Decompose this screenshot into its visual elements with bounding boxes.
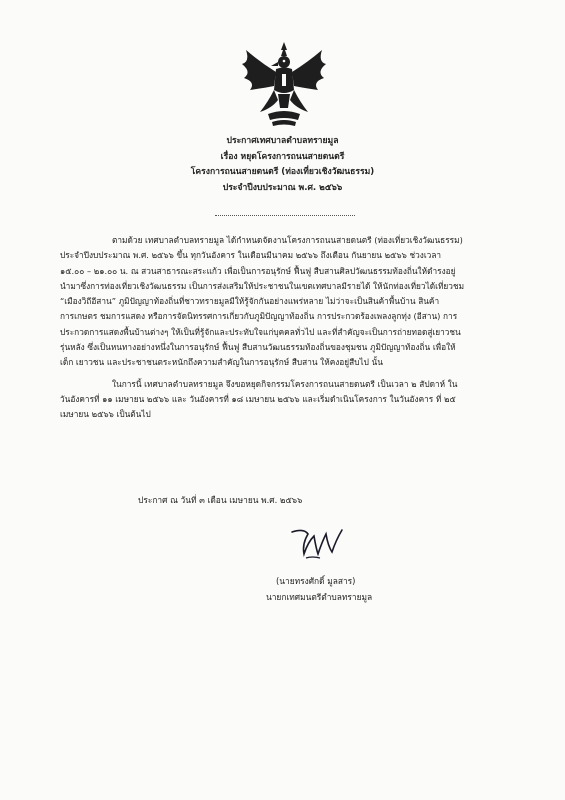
signer-block bbox=[266, 573, 466, 605]
header-subject: เรื่อง หยุดโครงการถนนสายดนตรี bbox=[220, 151, 345, 162]
header-project-name: โครงการถนนสายดนตรี (ท่องเที่ยวเชิงวัฒนธรรม) bbox=[190, 167, 375, 177]
signer-name: (นายทรงศักดิ์ มูลสาร) bbox=[276, 576, 356, 586]
handwritten-signature bbox=[286, 524, 346, 564]
text-line: เด็ก เยาวชน และประชาชนตระหนักถึงความสำคัญในการอนุรักษ์ สืบสาน ให้คงอยู่สืบไป นั้น bbox=[60, 357, 383, 368]
text-line: ประกวดการแสดงพื้นบ้านต่างๆ ให้เป็นที่รู้จักและประทับใจแก่บุคคลทั่วไป และที่สำคัญจะเป็นการถ่ายทอดสู่เยาวชน bbox=[60, 326, 461, 337]
header-org-title: ประกาศเทศบาลตำบลทรายมูล bbox=[226, 136, 339, 146]
header-fiscal-year: ประจำปีงบประมาณ พ.ศ. ๒๕๖๖ bbox=[222, 182, 343, 193]
text-line: ๑๕.๐๐ – ๒๑.๐๐ น. ณ สวนสาธารณะสระแก้ว เพื่อเป็นการอนุรักษ์ ฟื้นฟู สืบสานศิลปวัฒนธรรมท้องถิ่นให้ดำรงอยู่ bbox=[60, 265, 456, 276]
text-line: การเกษตร ชมการแสดง หรือการจัดนิทรรศการเกี่ยวกับภูมิปัญญาท้องถิ่น การประกวดร้องเพลงลูกทุ่ง (อีสาน) การ bbox=[60, 311, 458, 322]
paragraph-1 bbox=[60, 233, 522, 371]
text-line: วันอังคารที่ ๑๑ เมษายน ๒๕๖๖ และ วันอังคารที่ ๑๘ เมษายน ๒๕๖๖ และเริ่มดำเนินโครงการ ในวันอังคาร ที่ ๒๕ bbox=[60, 393, 456, 404]
text-line: ประจำปีงบประมาณ พ.ศ. ๒๕๖๖ ขึ้น ทุกวันอังคาร ในเดือนมีนาคม ๒๕๖๖ ถึงเดือน กันยายน ๒๕๖๖ ช่วงเวลา bbox=[60, 250, 442, 261]
document-header bbox=[0, 134, 565, 196]
announcement-date: ประกาศ ณ วันที่ ๓ เดือน เมษายน พ.ศ. ๒๕๖๖ bbox=[138, 495, 303, 505]
text-line: เมษายน ๒๕๖๖ เป็นต้นไป bbox=[60, 409, 151, 420]
signer-position: นายกเทศมนตรีตำบลทรายมูล bbox=[266, 592, 373, 602]
text-line: ในการนี้ เทศบาลตำบลทรายมูล จึงขอหยุดกิจกรรมโครงการถนนสายดนตรี เป็นเวลา ๒ สัปดาห์ ใน bbox=[112, 378, 458, 389]
text-line: รุ่นหลัง ซึ่งเป็นหนทางอย่างหนึ่งในการอนุรักษ์ ฟื้นฟู สืบสานวัฒนธรรมท้องถิ่นของชุมชน ภูมิปัญญาท้องถิ่น เพื่อให้ bbox=[60, 342, 456, 353]
garuda-emblem-icon bbox=[238, 42, 330, 128]
paragraph-2 bbox=[60, 377, 522, 423]
text-line: นำมาซึ่งการท่องเที่ยวเชิงวัฒนธรรม เป็นการส่งเสริมให้ประชาชนในเขตเทศบาลมีรายได้ ให้นักท่องเที่ยวได้เที่ยวชม bbox=[60, 280, 465, 291]
header-divider bbox=[215, 215, 355, 216]
document-body bbox=[60, 233, 522, 423]
text-line: ตามด้วย เทศบาลตำบลทรายมูล ได้กำหนดจัดงานโครงการถนนสายดนตรี (ท่องเที่ยวเชิงวัฒนธรรม) bbox=[112, 235, 463, 245]
text-line: “เมืองวิถีอีสาน” ภูมิปัญญาท้องถิ่นที่ชาวทรายมูลมีให้รู้จักกันอย่างแพร่หลาย ไม่ว่าจะเป็นสินค้าพื้นบ้าน สินค้า bbox=[60, 296, 440, 307]
